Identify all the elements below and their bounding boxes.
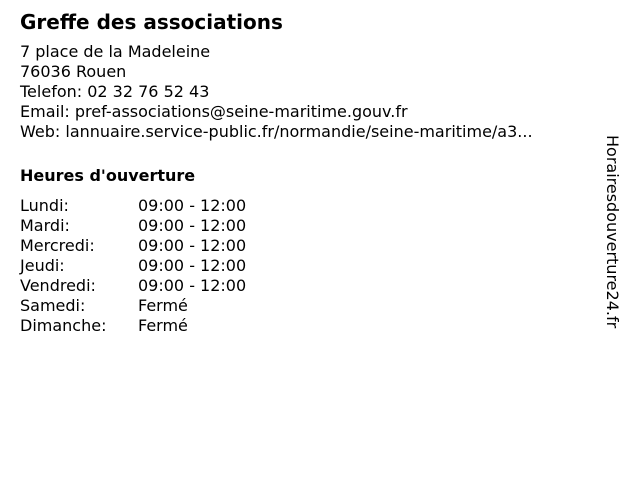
web-link[interactable]: lannuaire.service-public.fr/normandie/seine-maritime/a3...	[65, 122, 533, 141]
day-hours: 09:00 - 12:00	[138, 256, 247, 275]
hours-row-jeudi	[20, 256, 600, 276]
page-title: Greffe des associations	[20, 10, 283, 34]
day-hours: Fermé	[138, 296, 188, 315]
hours-table	[20, 196, 600, 336]
email-line	[20, 102, 600, 122]
hours-heading: Heures d'ouverture	[20, 166, 196, 185]
day-label: Lundi:	[20, 196, 69, 215]
email-label: Email:	[20, 102, 70, 121]
day-hours: 09:00 - 12:00	[138, 196, 247, 215]
site-watermark: Horairesdouverture24.fr	[603, 135, 622, 329]
hours-row-dimanche	[20, 316, 600, 336]
day-hours: 09:00 - 12:00	[138, 276, 247, 295]
address-street: 7 place de la Madeleine	[20, 42, 211, 61]
day-label: Mercredi:	[20, 236, 95, 255]
address-city: 76036 Rouen	[20, 62, 127, 81]
day-label: Mardi:	[20, 216, 70, 235]
hours-row-mercredi	[20, 236, 600, 256]
phone-line	[20, 82, 600, 102]
phone-label: Telefon:	[20, 82, 83, 101]
day-label: Dimanche:	[20, 316, 107, 335]
day-label: Vendredi:	[20, 276, 96, 295]
day-hours: 09:00 - 12:00	[138, 236, 247, 255]
web-label: Web:	[20, 122, 61, 141]
day-label: Jeudi:	[20, 256, 65, 275]
day-hours: 09:00 - 12:00	[138, 216, 247, 235]
hours-row-samedi	[20, 296, 600, 316]
hours-row-lundi	[20, 196, 600, 216]
phone-link[interactable]: 02 32 76 52 43	[87, 82, 210, 101]
web-line	[20, 122, 600, 142]
day-hours: Fermé	[138, 316, 188, 335]
business-card	[20, 10, 600, 336]
hours-row-mardi	[20, 216, 600, 236]
day-label: Samedi:	[20, 296, 86, 315]
email-link[interactable]: pref-associations@seine-maritime.gouv.fr	[74, 102, 408, 121]
hours-row-vendredi	[20, 276, 600, 296]
